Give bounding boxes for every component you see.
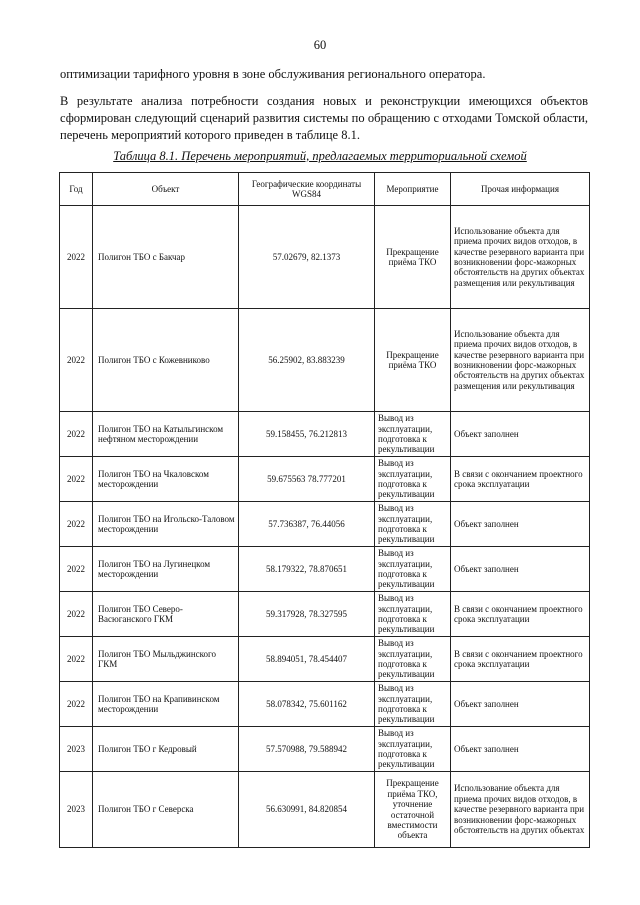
cell-coordinates: 57.570988, 79.588942: [239, 727, 375, 772]
table-row: [60, 502, 590, 547]
cell-event: Вывод из эксплуатации, подготовка к рекультивации: [375, 682, 451, 727]
cell-info: В связи с окончанием проектного срока эксплуатации: [451, 637, 590, 682]
cell-info: Объект заполнен: [451, 547, 590, 592]
cell-coordinates: 58.894051, 78.454407: [239, 637, 375, 682]
cell-event: Вывод из эксплуатации, подготовка к рекультивации: [375, 637, 451, 682]
cell-event: Вывод из эксплуатации, подготовка к рекультивации: [375, 457, 451, 502]
header-info: Прочая информация: [451, 173, 590, 206]
cell-object: Полигон ТБО на Катыльгинском нефтяном месторождении: [93, 412, 239, 457]
cell-info: Объект заполнен: [451, 727, 590, 772]
cell-event: Вывод из эксплуатации, подготовка к рекультивации: [375, 547, 451, 592]
cell-info: Использование объекта для приема прочих видов отходов, в качестве резервного варианта при возникновении форс-мажорных обстоятельств на других объектах размещения или рекультивация: [451, 206, 590, 309]
cell-year: 2022: [60, 547, 93, 592]
cell-coordinates: 59.317928, 78.327595: [239, 592, 375, 637]
table-row: [60, 412, 590, 457]
cell-event: Вывод из эксплуатации, подготовка к рекультивации: [375, 727, 451, 772]
cell-object: Полигон ТБО на Игольско-Таловом месторождении: [93, 502, 239, 547]
cell-object: Полигон ТБО с Кожевниково: [93, 309, 239, 412]
cell-event: Вывод из эксплуатации, подготовка к рекультивации: [375, 592, 451, 637]
table-row: [60, 547, 590, 592]
cell-object: Полигон ТБО г Кедровый: [93, 727, 239, 772]
cell-year: 2022: [60, 502, 93, 547]
measures-table: [59, 172, 590, 848]
header-year: Год: [60, 173, 93, 206]
cell-year: 2022: [60, 592, 93, 637]
paragraph-continuation: оптимизации тарифного уровня в зоне обслуживания регионального оператора.: [60, 67, 486, 81]
cell-coordinates: 59.675563 78.777201: [239, 457, 375, 502]
cell-object: Полигон ТБО г Северска: [93, 772, 239, 848]
cell-object: Полигон ТБО на Крапивинском месторождении: [93, 682, 239, 727]
cell-coordinates: 57.736387, 76.44056: [239, 502, 375, 547]
cell-event: Прекращение приёма ТКО: [375, 206, 451, 309]
cell-object: Полигон ТБО с Бакчар: [93, 206, 239, 309]
cell-year: 2023: [60, 727, 93, 772]
cell-object: Полигон ТБО Мыльджинского ГКМ: [93, 637, 239, 682]
cell-year: 2022: [60, 412, 93, 457]
header-event: Мероприятие: [375, 173, 451, 206]
table-row: [60, 727, 590, 772]
table-row: [60, 592, 590, 637]
page-number: 60: [313, 38, 327, 52]
table-header-row: [60, 173, 590, 206]
table-row: [60, 637, 590, 682]
cell-info: Использование объекта для приема прочих видов отходов, в качестве резервного варианта при возникновении форс-мажорных обстоятельств на других объектах: [451, 772, 590, 848]
cell-info: Объект заполнен: [451, 412, 590, 457]
cell-coordinates: 58.078342, 75.601162: [239, 682, 375, 727]
cell-coordinates: 56.25902, 83.883239: [239, 309, 375, 412]
cell-info: Объект заполнен: [451, 682, 590, 727]
cell-year: 2022: [60, 309, 93, 412]
table-row: [60, 682, 590, 727]
cell-info: Объект заполнен: [451, 502, 590, 547]
table-row: [60, 457, 590, 502]
cell-event: Прекращение приёма ТКО: [375, 309, 451, 412]
cell-coordinates: 56.630991, 84.820854: [239, 772, 375, 848]
cell-year: 2022: [60, 682, 93, 727]
cell-year: 2023: [60, 772, 93, 848]
cell-object: Полигон ТБО на Лугинецком месторождении: [93, 547, 239, 592]
cell-year: 2022: [60, 637, 93, 682]
cell-info: В связи с окончанием проектного срока эксплуатации: [451, 592, 590, 637]
cell-coordinates: 57.02679, 82.1373: [239, 206, 375, 309]
cell-event: Прекращение приёма ТКО, уточнение остаточной вместимости объекта: [375, 772, 451, 848]
cell-info: Использование объекта для приема прочих видов отходов, в качестве резервного варианта при возникновении форс-мажорных обстоятельств на других объектах размещения или рекультивация: [451, 309, 590, 412]
header-object: Объект: [93, 173, 239, 206]
cell-object: Полигон ТБО Северо-Васюганского ГКМ: [93, 592, 239, 637]
cell-coordinates: 58.179322, 78.870651: [239, 547, 375, 592]
cell-year: 2022: [60, 206, 93, 309]
cell-info: В связи с окончанием проектного срока эксплуатации: [451, 457, 590, 502]
table-caption: Таблица 8.1. Перечень мероприятий, предлагаемых территориальной схемой: [113, 149, 527, 163]
header-coordinates: Географические координаты WGS84: [239, 173, 375, 206]
paragraph-intro: В результате анализа потребности создания новых и реконструкции имеющихся объектов сформирован следующий сценарий развития системы по обращению с отходами Томской области, перечень мероприятий которого приведен в таблице 8.1.: [60, 94, 588, 142]
table-row: [60, 206, 590, 309]
table-row: [60, 772, 590, 848]
cell-event: Вывод из эксплуатации, подготовка к рекультивации: [375, 412, 451, 457]
table-row: [60, 309, 590, 412]
cell-event: Вывод из эксплуатации, подготовка к рекультивации: [375, 502, 451, 547]
cell-coordinates: 59.158455, 76.212813: [239, 412, 375, 457]
cell-year: 2022: [60, 457, 93, 502]
cell-object: Полигон ТБО на Чкаловском месторождении: [93, 457, 239, 502]
